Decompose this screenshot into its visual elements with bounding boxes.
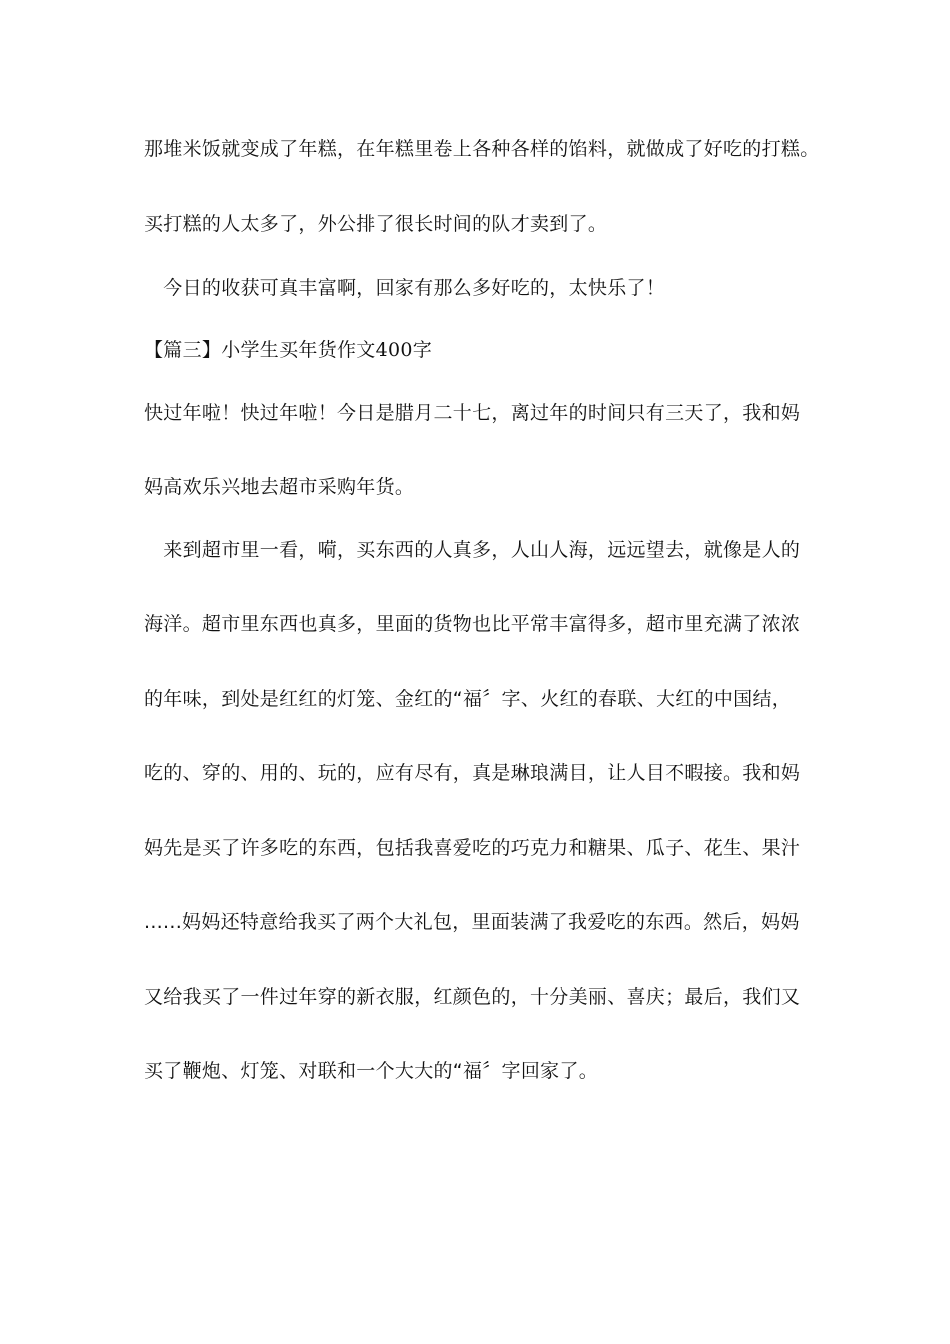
paragraph-line: 买打糕的人太多了，外公排了很长时间的队才卖到了。 — [144, 213, 608, 235]
paragraph-line: 快过年啦！快过年啦！今日是腊月二十七，离过年的时间只有三天了，我和妈 — [144, 402, 801, 424]
paragraph-line: 妈高欢乐兴地去超市采购年货。 — [144, 476, 415, 498]
paragraph-line: 吃的、穿的、用的、玩的，应有尽有，真是琳琅满目，让人目不暇接。我和妈 — [144, 762, 801, 784]
paragraph-line: 那堆米饭就变成了年糕，在年糕里卷上各种各样的馅料，就做成了好吃的打糕。 — [144, 138, 820, 160]
paragraph-line: 妈先是买了许多吃的东西，包括我喜爱吃的巧克力和糖果、瓜子、花生、果汁 — [144, 837, 801, 859]
paragraph-line: 海洋。超市里东西也真多，里面的货物也比平常丰富得多，超市里充满了浓浓 — [144, 613, 801, 635]
paragraph-line: ......妈妈还特意给我买了两个大礼包，里面装满了我爱吃的东西。然后，妈妈 — [144, 911, 800, 933]
paragraph-line: 来到超市里一看，嗬，买东西的人真多，人山人海，远远望去，就像是人的 — [144, 539, 801, 561]
paragraph-line: 买了鞭炮、灯笼、对联和一个大大的“福〞字回家了。 — [144, 1060, 599, 1082]
paragraph-line: 的年味，到处是红红的灯笼、金红的“福〞字、火红的春联、大红的中国结， — [144, 688, 792, 710]
section-heading-number: 400 — [375, 339, 413, 361]
paragraph-line: 今日的收获可真丰富啊，回家有那么多好吃的，太快乐了！ — [144, 277, 666, 299]
section-heading-suffix: 字 — [412, 339, 433, 361]
section-heading-text: 【篇三】小学生买年货作文 — [144, 339, 376, 361]
section-heading — [144, 337, 824, 363]
paragraph-line: 又给我买了一件过年穿的新衣服，红颜色的，十分美丽、喜庆；最后，我们又 — [144, 986, 801, 1008]
